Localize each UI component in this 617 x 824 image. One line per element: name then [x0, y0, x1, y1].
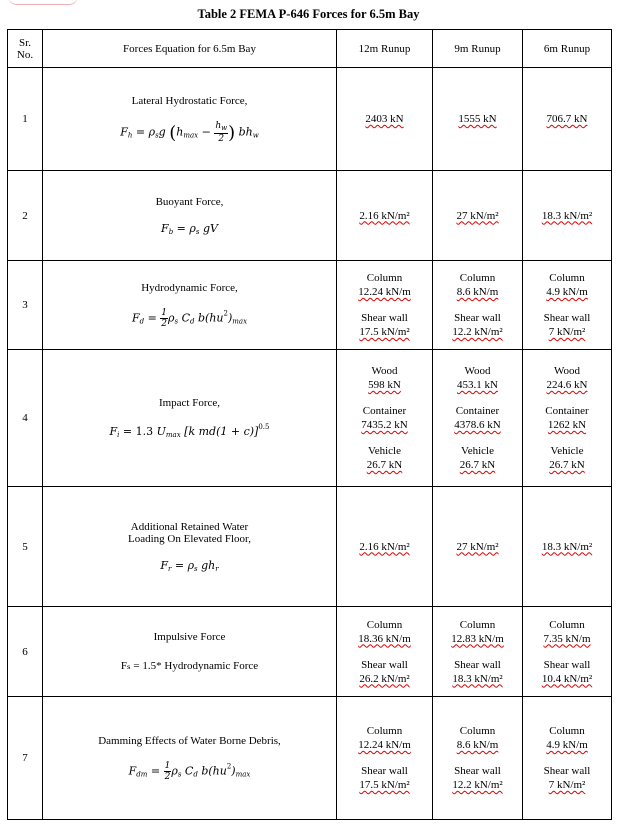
column-label: Column: [459, 725, 496, 737]
value-6m: [523, 171, 612, 261]
table-row: [8, 68, 612, 171]
force-name: Impulsive Force: [153, 631, 226, 643]
row-number: 5: [8, 487, 43, 607]
table-row: [8, 697, 612, 820]
column-value: 8.6 kN/m: [456, 739, 499, 751]
shear-wall-label: Shear wall: [543, 765, 591, 777]
row-number: 4: [8, 350, 43, 487]
value-9m: [433, 68, 523, 171]
shear-wall-label: Shear wall: [454, 658, 501, 671]
shear-wall-value: 12.2 kN/m²: [452, 326, 503, 338]
value-12m: [337, 261, 433, 350]
wood-value: 224.6 kN: [546, 379, 588, 391]
table-row: [8, 607, 612, 697]
shear-wall-label: Shear wall: [454, 765, 501, 777]
value-12m: [337, 697, 433, 820]
container-label: Container: [362, 405, 407, 417]
value-6m: [523, 261, 612, 350]
shear-wall-value: 10.4 kN/m²: [541, 672, 593, 685]
force-name-line1: Additional Retained Water: [130, 520, 249, 533]
column-label: Column: [549, 725, 585, 737]
force-name: Hydrodynamic Force,: [141, 281, 238, 294]
wood-value: 453.1 kN: [457, 379, 498, 391]
wood-value: 598 kN: [368, 379, 401, 391]
formula-retained-water: $F_r = \rho_s$ $gh_r$: [160, 558, 219, 573]
header-equation: Forces Equation for 6.5m Bay: [43, 30, 337, 68]
shear-wall-value: 18.3 kN/m²: [452, 672, 503, 685]
row-number: 2: [8, 171, 43, 261]
column-value: 12.24 kN/m: [358, 286, 411, 298]
column-value: 12.24 kN/m: [358, 739, 411, 751]
shear-wall-value: 26.2 kN/m²: [359, 672, 410, 685]
value-text: 18.3 kN/m²: [541, 209, 593, 222]
wood-label: Wood: [553, 365, 580, 377]
column-label: Column: [366, 618, 403, 631]
formula-hydrostatic: $F_h = \rho_sg$ ($h_{max}$ − $\frac{h_w}{2}$ ) $bh_w$: [120, 120, 259, 144]
value-6m: [523, 68, 612, 171]
value-6m: [523, 350, 612, 487]
shear-wall-value: 17.5 kN/m²: [359, 326, 410, 338]
shear-wall-label: Shear wall: [361, 765, 408, 777]
vehicle-value: 26.7 kN: [459, 459, 496, 471]
value-text: 1555 kN: [458, 113, 497, 125]
table-row: [8, 171, 612, 261]
value-12m: [337, 607, 433, 697]
column-label: Column: [366, 725, 403, 737]
column-value: 7.35 kN/m: [543, 632, 591, 645]
value-9m: [433, 607, 523, 697]
value-text: 2.16 kN/m²: [359, 540, 410, 553]
column-label: Column: [549, 272, 585, 284]
value-text: 27 kN/m²: [456, 209, 499, 222]
container-value: 4378.6 kN: [454, 419, 501, 431]
value-9m: [433, 487, 523, 607]
formula-impulsive: Fₛ = 1.5* Hydrodynamic Force: [120, 660, 259, 672]
table-row: [8, 261, 612, 350]
header-sr-no: Sr. No.: [8, 30, 43, 68]
shear-wall-value: 7 kN/m²: [548, 326, 586, 338]
value-text: 2403 kN: [365, 113, 404, 125]
value-text: 2.16 kN/m²: [359, 209, 410, 222]
shear-wall-value: 17.5 kN/m²: [359, 779, 410, 791]
equation-cell: [43, 697, 337, 820]
equation-cell: [43, 607, 337, 697]
column-value: 8.6 kN/m: [456, 286, 499, 298]
equation-cell: [43, 350, 337, 487]
header-6m-runup: 6m Runup: [523, 30, 612, 68]
value-9m: [433, 697, 523, 820]
container-label: Container: [545, 405, 589, 417]
column-value: 4.9 kN/m: [546, 739, 588, 751]
shear-wall-label: Shear wall: [361, 312, 408, 324]
value-text: 27 kN/m²: [456, 540, 499, 553]
value-text: 18.3 kN/m²: [541, 540, 593, 553]
force-name-line2: Loading On Elevated Floor,: [128, 532, 251, 545]
row-number: 1: [8, 68, 43, 171]
shear-wall-value: 12.2 kN/m²: [452, 779, 503, 791]
shear-wall-label: Shear wall: [543, 312, 591, 324]
vehicle-label: Vehicle: [461, 445, 494, 457]
equation-cell: [43, 261, 337, 350]
column-value: 18.36 kN/m: [358, 632, 411, 645]
formula-hydrodynamic: $F_d$ = $\frac{1}{2}$ $\rho_s$ $C_d$ $b(hu^2)_{max}$: [131, 307, 248, 329]
column-value: 4.9 kN/m: [546, 286, 588, 298]
row-number: 7: [8, 697, 43, 820]
force-name: Impact Force,: [158, 397, 221, 409]
table-header-row: [8, 30, 612, 68]
force-name: Lateral Hydrostatic Force,: [131, 94, 248, 107]
force-name: Damming Effects of Water Borne Debris,: [98, 734, 281, 747]
vehicle-label: Vehicle: [368, 445, 401, 457]
table-caption: Table 2 FEMA P-646 Forces for 6.5m Bay: [197, 7, 420, 21]
container-value: 1262 kN: [547, 419, 587, 431]
table-row: [8, 487, 612, 607]
value-12m: [337, 487, 433, 607]
column-label: Column: [459, 618, 496, 631]
formula-buoyant: $F_b = \rho_s$ gV: [161, 221, 218, 236]
row-number: 6: [8, 607, 43, 697]
force-name: Buoyant Force,: [155, 195, 224, 208]
value-9m: [433, 350, 523, 487]
container-label: Container: [455, 405, 500, 417]
value-6m: [523, 697, 612, 820]
value-9m: [433, 171, 523, 261]
shear-wall-label: Shear wall: [454, 312, 501, 324]
value-6m: [523, 607, 612, 697]
forces-table: [7, 29, 612, 820]
vehicle-value: 26.7 kN: [366, 459, 403, 471]
column-value: 12.83 kN/m: [451, 632, 504, 645]
formula-impact: $F_i = 1.3$ $U_{max}$ [k md(1 + c)]$^{0.5}$: [109, 423, 270, 439]
shear-wall-label: Shear wall: [543, 658, 591, 671]
equation-cell: [43, 487, 337, 607]
formula-damming: $F_{dm}$ = $\frac{1}{2}$ $\rho_s$ $C_d$ $b(hu^2)_{max}$: [128, 760, 251, 782]
value-12m: [337, 171, 433, 261]
equation-cell: [43, 171, 337, 261]
wood-label: Wood: [371, 365, 398, 377]
value-12m: [337, 350, 433, 487]
vehicle-value: 26.7 kN: [549, 459, 585, 471]
shear-wall-value: 7 kN/m²: [548, 779, 586, 791]
column-label: Column: [459, 272, 496, 284]
header-9m-runup: 9m Runup: [433, 30, 523, 68]
container-value: 7435.2 kN: [361, 419, 408, 431]
decorative-arc: [8, 0, 78, 5]
shear-wall-label: Shear wall: [361, 658, 408, 671]
value-9m: [433, 261, 523, 350]
value-text: 706.7 kN: [546, 113, 588, 125]
column-label: Column: [549, 618, 585, 631]
value-6m: [523, 487, 612, 607]
table-row: [8, 350, 612, 487]
column-label: Column: [366, 272, 403, 284]
header-12m-runup: 12m Runup: [337, 30, 433, 68]
value-12m: [337, 68, 433, 171]
vehicle-label: Vehicle: [550, 445, 584, 457]
wood-label: Wood: [464, 365, 491, 377]
equation-cell: [43, 68, 337, 171]
row-number: 3: [8, 261, 43, 350]
